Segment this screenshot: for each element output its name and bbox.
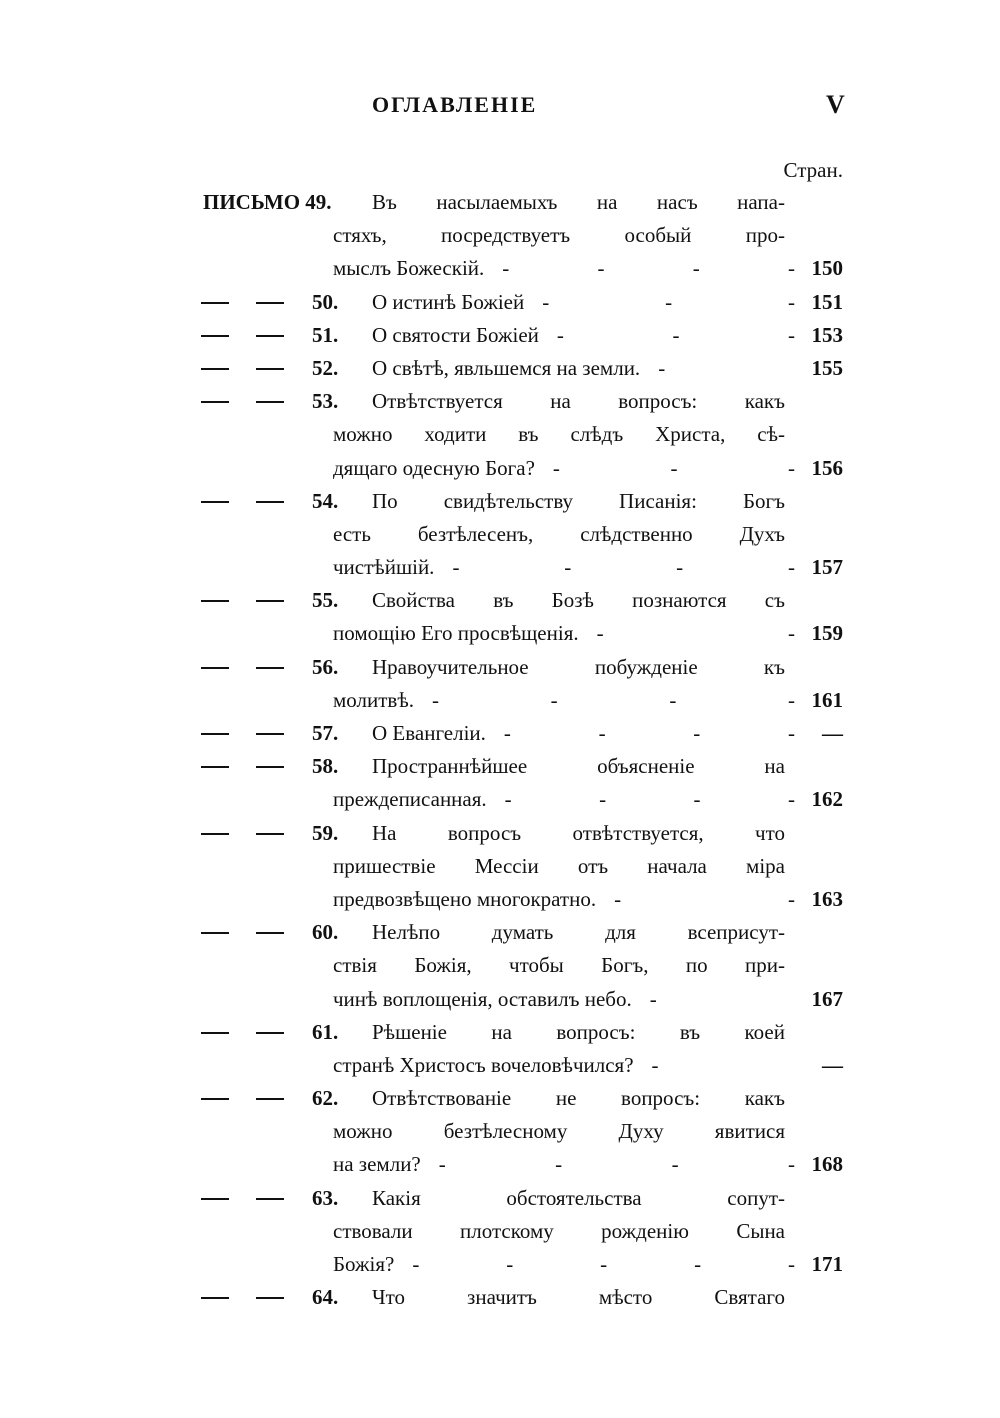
- ditto-dash: [201, 501, 229, 503]
- toc-line: [0, 485, 1000, 518]
- toc-line: [0, 684, 1000, 717]
- entry-title-text: На вопросъ отвѣтствуется, что: [372, 820, 785, 845]
- toc-line: [0, 286, 1000, 319]
- toc-entry-last-line: [333, 452, 843, 485]
- ditto-dash: [201, 335, 229, 337]
- toc-line: [0, 452, 1000, 485]
- entry-title-text: стяхъ, посредствуетъ особый про-: [333, 223, 785, 248]
- page-number: 150: [811, 256, 843, 281]
- letter-number: 50.: [312, 289, 339, 314]
- table-of-contents: [0, 186, 1000, 1314]
- ditto-dash: [201, 401, 229, 403]
- page-number: 153: [811, 322, 843, 347]
- toc-entry-last-line: [372, 717, 843, 750]
- letter-number: 57.: [312, 721, 339, 745]
- dot-leader: - - - -: [504, 787, 795, 812]
- page-number: 159: [811, 621, 843, 646]
- toc-line: [0, 418, 1000, 451]
- entry-title-text: О свѣтѣ, явльшемся на земли.: [372, 355, 641, 380]
- ditto-dash: [256, 600, 284, 602]
- toc-line: [0, 518, 1000, 551]
- entry-title-text: помощію Его просвѣщенія.: [333, 621, 579, 646]
- ditto-dash: [201, 1198, 229, 1200]
- entry-title-text: чистѣйшій.: [333, 555, 435, 580]
- toc-line: [0, 750, 1000, 783]
- ditto-dash: [201, 766, 229, 768]
- letter-number: 51.: [312, 322, 339, 347]
- entry-title-text: предвозвѣщено многократно.: [333, 886, 597, 911]
- entry-title-text: О святости Божіей: [372, 322, 539, 347]
- toc-line: [0, 1082, 1000, 1115]
- ditto-dash: [256, 833, 284, 835]
- letter-number: 53.: [312, 389, 339, 414]
- ditto-dash: [256, 667, 284, 669]
- toc-entry-last-line: [372, 319, 843, 352]
- page-number: 171: [811, 1252, 843, 1276]
- ditto-dash: [201, 600, 229, 602]
- entry-title-text: на земли?: [333, 1152, 421, 1177]
- entry-title-text: молитвѣ.: [333, 687, 414, 712]
- toc-line: [0, 617, 1000, 650]
- ditto-dash: [201, 368, 229, 370]
- toc-line: [0, 219, 1000, 252]
- entry-title-text: Что значитъ мѣсто Святаго: [372, 1285, 785, 1310]
- toc-line: [0, 1049, 1000, 1082]
- entry-title-text: О истинѣ Божіей: [372, 289, 525, 314]
- toc-entry-last-line: [333, 1148, 843, 1181]
- page-number: 168: [811, 1152, 843, 1177]
- ditto-dash: [201, 833, 229, 835]
- ditto-dash: [256, 401, 284, 403]
- toc-line: [0, 1016, 1000, 1049]
- dot-leader: - - - -: [452, 555, 795, 580]
- entry-title-text: можно безтѣлесному Духу явитися: [333, 1119, 785, 1144]
- entry-title-text: Въ насылаемыхъ на насъ напа-: [372, 190, 785, 214]
- toc-entry-last-line: [333, 783, 843, 816]
- dot-leader: - -: [596, 621, 795, 646]
- toc-line: [0, 319, 1000, 352]
- toc-line: [0, 983, 1000, 1016]
- ditto-dash: [201, 667, 229, 669]
- page-number: 157: [811, 555, 843, 580]
- letter-number: 55.: [312, 588, 339, 613]
- toc-line: [0, 551, 1000, 584]
- dot-leader: -: [651, 1052, 659, 1077]
- entry-title-text: Божія?: [333, 1252, 395, 1276]
- letter-number: 63.: [312, 1185, 339, 1210]
- page-column-label: Стран.: [783, 158, 843, 182]
- toc-line: [0, 1148, 1000, 1181]
- entry-title-text: странѣ Христосъ вочеловѣчился?: [333, 1052, 634, 1077]
- ditto-dash: [201, 1098, 229, 1100]
- letter-number: 61.: [312, 1019, 339, 1044]
- toc-line: [0, 717, 1000, 750]
- entry-title-text: Какія обстоятельства сопут-: [372, 1185, 785, 1210]
- toc-line: [0, 916, 1000, 949]
- toc-line: [0, 949, 1000, 982]
- toc-line: [0, 352, 1000, 385]
- page-number: 167: [811, 986, 843, 1011]
- entry-title-text: преждеписанная.: [333, 787, 487, 812]
- toc-line: [0, 651, 1000, 684]
- dot-leader: -: [649, 986, 657, 1011]
- ditto-dash: [256, 733, 284, 735]
- ditto-dash: [256, 1297, 284, 1299]
- page-number: —: [822, 1052, 843, 1077]
- entry-title-text: Отвѣтствуется на вопросъ: какъ: [372, 389, 785, 414]
- dot-leader: - - -: [556, 322, 795, 347]
- letter-number: 64.: [312, 1285, 339, 1310]
- ditto-dash: [256, 501, 284, 503]
- ditto-dash: [256, 368, 284, 370]
- letter-number: 59.: [312, 820, 339, 845]
- toc-line: [0, 1248, 1000, 1281]
- entry-title-text: По свидѣтельству Писанія: Богъ: [372, 488, 785, 513]
- dot-leader: - -: [614, 886, 795, 911]
- toc-entry-last-line: [333, 252, 843, 285]
- page-number-roman: V: [826, 90, 845, 119]
- entry-title-text: Свойства въ Бозѣ познаются съ: [372, 588, 785, 613]
- toc-entry-last-line: [333, 1248, 843, 1281]
- toc-entry-last-line: [333, 1049, 843, 1082]
- page-number: —: [822, 721, 843, 745]
- entry-title-text: Нравоучительное побужденіе къ: [372, 654, 785, 679]
- entry-title-text: дящаго одесную Бога?: [333, 455, 535, 480]
- ditto-dash: [256, 1098, 284, 1100]
- entry-title-text: Отвѣтствованіе не вопросъ: какъ: [372, 1086, 785, 1111]
- letter-number: 62.: [312, 1086, 339, 1111]
- dot-leader: - - -: [542, 289, 795, 314]
- dot-leader: - - -: [552, 455, 795, 480]
- entry-title-text: пришествіе Мессіи отъ начала міра: [333, 853, 785, 878]
- toc-entry-last-line: [372, 352, 843, 385]
- letter-number: 52.: [312, 355, 339, 380]
- entry-title-text: можно ходити въ слѣдъ Христа, сѣ-: [333, 422, 785, 447]
- page-number: 161: [811, 687, 843, 712]
- ditto-dash: [256, 932, 284, 934]
- entry-title-text: есть безтѣлесенъ, слѣдственно Духъ: [333, 521, 785, 546]
- entry-title-text: ствовали плотскому рожденію Сына: [333, 1218, 785, 1243]
- ditto-dash: [201, 1032, 229, 1034]
- toc-line: [0, 883, 1000, 916]
- letter-label: ПИСЬМО 49.: [203, 190, 332, 214]
- dot-leader: - - - -: [503, 721, 795, 745]
- toc-entry-last-line: [333, 551, 843, 584]
- page-number: 155: [811, 355, 843, 380]
- ditto-dash: [201, 733, 229, 735]
- toc-line: [0, 385, 1000, 418]
- page-number: 163: [811, 886, 843, 911]
- toc-line: [0, 1182, 1000, 1215]
- ditto-dash: [201, 932, 229, 934]
- entry-title-text: Нелѣпо думать для всеприсут-: [372, 920, 785, 945]
- dot-leader: - - - -: [438, 1152, 795, 1177]
- letter-number: 60.: [312, 920, 339, 945]
- toc-line: [0, 817, 1000, 850]
- dot-leader: - - - - -: [412, 1252, 795, 1276]
- toc-line: [0, 1215, 1000, 1248]
- toc-line: [0, 1281, 1000, 1314]
- toc-line: [0, 186, 1000, 219]
- toc-line: [0, 252, 1000, 285]
- ditto-dash: [256, 335, 284, 337]
- page-number: 151: [811, 289, 843, 314]
- page-number: 156: [811, 455, 843, 480]
- dot-leader: - - - -: [431, 687, 795, 712]
- ditto-dash: [201, 302, 229, 304]
- entry-title-text: чинѣ воплощенія, оставилъ небо.: [333, 986, 632, 1011]
- toc-entry-last-line: [333, 617, 843, 650]
- ditto-dash: [256, 766, 284, 768]
- entry-title-text: мыслъ Божескій.: [333, 256, 485, 281]
- toc-line: [0, 584, 1000, 617]
- page-number: 162: [811, 787, 843, 812]
- entry-title-text: ствія Божія, чтобы Богъ, по при-: [333, 953, 785, 978]
- letter-number: 56.: [312, 654, 339, 679]
- page-title: ОГЛАВЛЕНІЕ: [372, 92, 538, 117]
- ditto-dash: [256, 302, 284, 304]
- letter-number: 54.: [312, 488, 339, 513]
- ditto-dash: [256, 1198, 284, 1200]
- toc-entry-last-line: [333, 983, 843, 1016]
- ditto-dash: [201, 1297, 229, 1299]
- entry-title-text: Пространнѣйшее объясненіе на: [372, 754, 785, 779]
- toc-entry-last-line: [372, 286, 843, 319]
- toc-line: [0, 850, 1000, 883]
- letter-number: 58.: [312, 754, 339, 779]
- entry-title-text: О Евангеліи.: [372, 721, 486, 745]
- entry-title-text: Рѣшеніе на вопросъ: въ коей: [372, 1019, 785, 1044]
- ditto-dash: [256, 1032, 284, 1034]
- toc-line: [0, 1115, 1000, 1148]
- toc-line: [0, 783, 1000, 816]
- dot-leader: -: [658, 355, 666, 380]
- dot-leader: - - - -: [502, 256, 795, 281]
- toc-entry-last-line: [333, 883, 843, 916]
- toc-entry-last-line: [333, 684, 843, 717]
